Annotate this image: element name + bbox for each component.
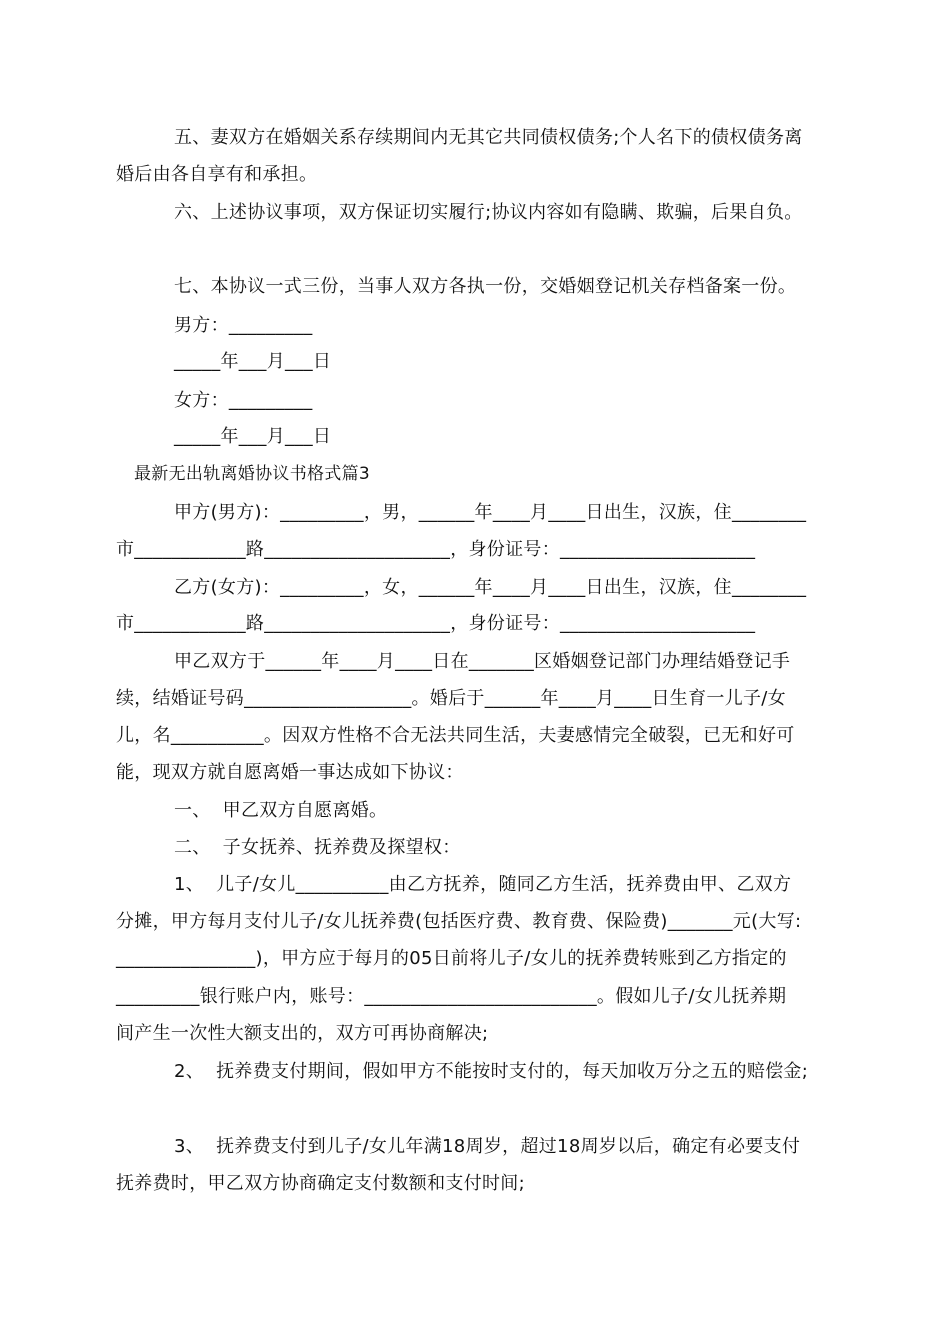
- marriage-line-4: 能，现双方就自愿离婚一事达成如下协议：: [116, 762, 464, 783]
- female-signature: 女方：_________: [174, 390, 313, 411]
- male-signature: 男方：_________: [174, 315, 313, 336]
- section-title: 最新无出轨离婚协议书格式篇3: [134, 464, 371, 484]
- support-payment-clause: 2、 抚养费支付期间，假如甲方不能按时支付的，每天加收万分之五的赔偿金;: [174, 1061, 809, 1082]
- clause-5-line-2: 婚后由各自享有和承担。: [116, 164, 318, 185]
- party-b-line-2: 市____________路____________________，身份证号：_____________________: [116, 613, 756, 634]
- clause-5-line-1: 五、妻双方在婚姻关系存续期间内无其它共同债权债务;个人名下的债权债务离: [174, 127, 803, 148]
- party-a-line-1: 甲方(男方)：_________，男，______年____月____日出生，汉族，住________: [174, 502, 807, 523]
- support-age-line-1: 3、 抚养费支付到儿子/女儿年满18周岁，超过18周岁以后，确定有必要支付: [174, 1136, 801, 1157]
- custody-line-4: _________银行账户内，账号：_________________________。假如儿子/女儿抚养期: [116, 986, 787, 1007]
- custody-line-3: _______________)，甲方应于每月的05日前将儿子/女儿的抚养费转账到乙方指定的: [116, 948, 787, 969]
- party-a-line-2: 市____________路____________________，身份证号：_____________________: [116, 539, 756, 560]
- clause-7: 七、本协议一式三份，当事人双方各执一份，交婚姻登记机关存档备案一份。: [174, 276, 797, 297]
- agreement-item-2: 二、 子女抚养、抚养费及探望权：: [174, 837, 461, 858]
- clause-6: 六、上述协议事项，双方保证切实履行;协议内容如有隐瞒、欺骗，后果自负。: [174, 202, 803, 223]
- support-age-line-2: 抚养费时，甲乙双方协商确定支付数额和支付时间;: [116, 1173, 525, 1194]
- custody-line-2: 分摊，甲方每月支付儿子/女儿抚养费(包括医疗费、教育费、保险费)_______元(大写:: [116, 911, 802, 932]
- marriage-line-3: 儿，名__________。因双方性格不合无法共同生活，夫妻感情完全破裂，已无和好可: [116, 725, 795, 746]
- party-b-line-1: 乙方(女方)：_________，女，______年____月____日出生，汉族，住________: [174, 577, 807, 598]
- agreement-item-1: 一、 甲乙双方自愿离婚。: [174, 800, 388, 821]
- female-date: _____年___月___日: [174, 426, 332, 447]
- custody-line-5: 间产生一次性大额支出的，双方可再协商解决;: [116, 1023, 489, 1044]
- custody-line-1: 1、 儿子/女儿__________由乙方抚养，随同乙方生活，抚养费由甲、乙双方: [174, 874, 792, 895]
- marriage-line-2: 续，结婚证号码__________________。婚后于______年____月____日生育一儿子/女: [116, 688, 786, 709]
- male-date: _____年___月___日: [174, 351, 332, 372]
- marriage-line-1: 甲乙双方于______年____月____日在_______区婚姻登记部门办理结婚登记手: [174, 651, 791, 672]
